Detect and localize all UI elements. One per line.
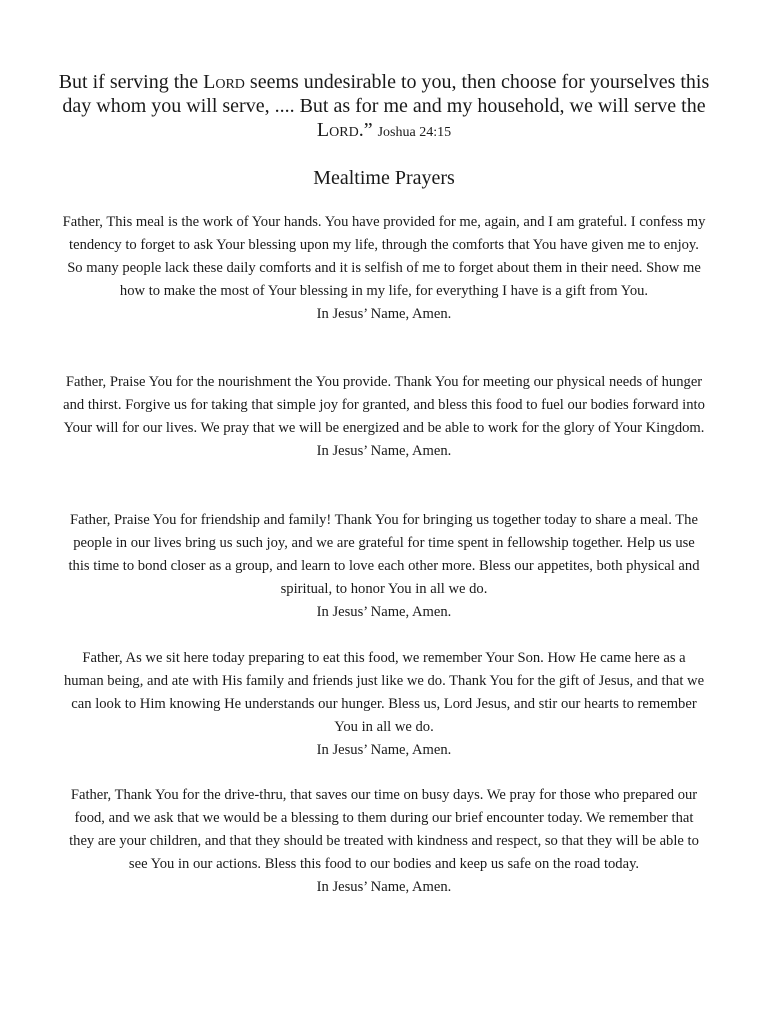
- prayer-closing: In Jesus’ Name, Amen.: [316, 443, 452, 459]
- prayer-closing: In Jesus’ Name, Amen.: [316, 604, 452, 620]
- prayer-block: [62, 509, 706, 624]
- prayer-text: Father, As we sit here today preparing to eat this food, we remember Your Son. How He came here as a human being, and ate with His family and friends just like we do. Thank You for the gift of Jesus, and that we can look to Him knowing He understands our hunger. Bless us, Lord Jesus, and stir our hearts to remember You in all we do.: [63, 650, 705, 735]
- prayer-text: Father, Thank You for the drive-thru, that saves our time on busy days. We pray for those who prepared our food, and we ask that we would be a blessing to them during our brief encounter today. We remember that they are your children, and that they should be treated with kindness and respect, so that they will be able to see You in our actions. Bless this food to our bodies and keep us safe on the road today.: [69, 787, 699, 872]
- prayer-text: Father, Praise You for the nourishment the You provide. Thank You for meeting our physical needs of hunger and thirst. Forgive us for taking that simple joy for granted, and bless this food to fuel our bodies forward into Your will for our lives. We pray that we will be energized and be able to work for the glory of Your Kingdom.: [63, 374, 705, 436]
- prayer-closing: In Jesus’ Name, Amen.: [316, 879, 452, 895]
- prayer-block: [62, 647, 706, 762]
- verse-lord-1: Lord: [203, 71, 245, 93]
- prayer-text: Father, Praise You for friendship and family! Thank You for bringing us together today to share a meal. The people in our lives bring us such joy, and we are grateful for time spent in fellowship together. Help us use this time to bond closer as a group, and learn to love each other more. Bless our appetites, both physical and spiritual, to honor You in all we do.: [68, 512, 700, 597]
- prayer-closing: In Jesus’ Name, Amen.: [316, 742, 452, 758]
- scripture-quote: [54, 70, 714, 145]
- prayer-text: Father, This meal is the work of Your hands. You have provided for me, again, and I am grateful. I confess my tendency to forget to ask Your blessing upon my life, through the comforts that You have given me to enjoy. So many people lack these daily comforts and it is selfish of me to forget about them in their need. Show me how to make the most of Your blessing in my life, for everything I have is a gift from You.: [62, 214, 706, 299]
- verse-text-part-3: .”: [358, 119, 373, 141]
- prayer-block: [62, 371, 706, 463]
- prayer-block: [62, 784, 706, 899]
- verse-text-part-1: But if serving the: [58, 71, 204, 93]
- page-title: Mealtime Prayers: [313, 167, 455, 189]
- verse-lord-2: Lord: [316, 119, 359, 141]
- verse-text-part-2: seems undesirable to you, then choose for yourselves this day whom you will serve, .... But as for me and my household, we will serve the: [62, 71, 710, 117]
- verse-reference: Joshua 24:15: [377, 125, 452, 140]
- prayer-block: [62, 211, 706, 326]
- prayer-closing: In Jesus’ Name, Amen.: [316, 306, 452, 322]
